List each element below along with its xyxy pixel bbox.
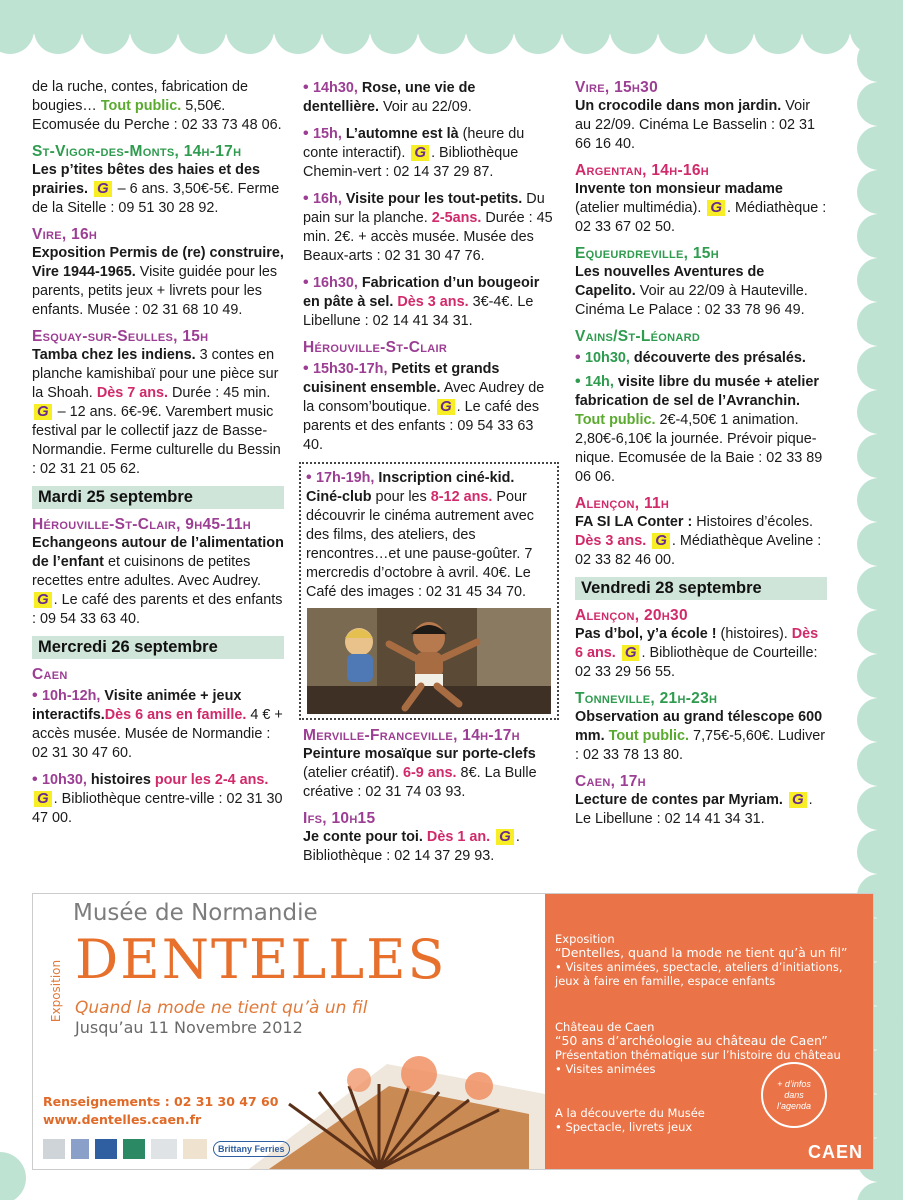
event-automne: • 15h, L’automne est là (heure du conte interactif). G . Bibliothèque Chemin-vert : 02 14 37 29 87. bbox=[303, 125, 525, 180]
cine-kid-box bbox=[299, 462, 559, 720]
event-alencon-fasila: Alençon, 11h FA SI LA Conter : Histoires d’écoles. Dès 3 ans. G . Médiathèque Aveline : 02 33 82 46 00. bbox=[575, 494, 827, 570]
event-title: histoires bbox=[86, 772, 151, 788]
age-tag: 6-9 ans. bbox=[398, 765, 457, 781]
event-vire-crocodile: Vire, 15h30 Un crocodile dans mon jardin. Voir au 22/09. Cinéma Le Basselin : 02 31 66 16 40. bbox=[575, 78, 827, 154]
g-badge: G bbox=[622, 645, 640, 661]
place-heading: Merville-Franceville, 14h-17h bbox=[303, 727, 520, 744]
animated-kids-image bbox=[307, 608, 551, 714]
event-tonneville: Tonneville, 21h-23h Observation au grand télescope 600 mm. Tout public. 7,75€-5,60€. Ludiver : 02 33 78 13 80. bbox=[575, 690, 826, 763]
g-badge: G bbox=[496, 829, 514, 845]
audience-tag: Tout public. bbox=[575, 412, 656, 428]
g-badge: G bbox=[789, 792, 807, 808]
g-badge: G bbox=[34, 592, 52, 608]
event-title: Pas d’bol, y’a école ! bbox=[575, 626, 717, 642]
event-title: Tamba chez les indiens. bbox=[32, 347, 196, 363]
event-title: Fabrication d’un bougeoir en pâte à sel. bbox=[303, 275, 540, 310]
place-heading: Esquay-sur-Seulles, 15h bbox=[32, 328, 209, 345]
event-tout-petits: • 16h, Visite pour les tout-petits. Du pain sur la planche. 2-5ans. Durée : 45 min. 2€. + accès musée. Musée des Beaux-arts : 02 31 30 47 76. bbox=[303, 190, 553, 264]
expo-dates: Jusqu’au 11 Novembre 2012 bbox=[75, 1018, 303, 1037]
caen-logo: CAEN bbox=[807, 1142, 863, 1162]
age-tag: Dès 6 ans en famille. bbox=[104, 707, 247, 723]
event-musee-sel: • 14h, visite libre du musée + atelier fabrication de sel de l’Avranchin. Tout public. 2€-4,50€ 1 animation. 2,80€-6,10€ la journée. Prévoir pique-nique. Ecomusée de la Baie : 02 33 89 06 06. bbox=[575, 373, 823, 485]
g-badge: G bbox=[707, 200, 725, 216]
partner-logo bbox=[95, 1139, 117, 1159]
place-heading: Equeurdreville, 15h bbox=[575, 245, 719, 262]
event-title: Inscription ciné-kid. Ciné-club bbox=[306, 470, 515, 505]
brittany-ferries-logo: Brittany Ferries bbox=[213, 1141, 290, 1157]
place-vains bbox=[575, 327, 827, 346]
event-title: Lecture de contes par Myriam. bbox=[575, 792, 783, 808]
g-badge: G bbox=[94, 181, 112, 197]
event-title: L’automne est là bbox=[341, 126, 459, 142]
event-title: Exposition Permis de (re) construire, Vire 1944-1965. bbox=[32, 245, 284, 280]
event-ifs: Ifs, 10h15 Je conte pour toi. Dès 1 an. G . Bibliothèque : 02 14 37 29 93. bbox=[303, 809, 555, 866]
place-heading: Vire, 16h bbox=[32, 226, 98, 243]
g-badge: G bbox=[34, 791, 52, 807]
event-alencon-ecole: Alençon, 20h30 Pas d’bol, y’a école ! (histoires). Dès 6 ans. G . Bibliothèque de Courteille: 02 33 29 56 55. bbox=[575, 606, 827, 682]
age-tag: Dès 6 ans. bbox=[575, 626, 819, 661]
age-tag: Dès 7 ans. bbox=[96, 385, 169, 401]
age-tag: Dès 1 an. bbox=[422, 829, 491, 845]
event-title: Je conte pour toi. bbox=[303, 829, 423, 845]
event-merville: Merville-Franceville, 14h-17h Peinture mosaïque sur porte-clefs (atelier créatif). 6-9 ans. 8€. La Bulle créative : 02 31 74 03 93. bbox=[303, 726, 555, 802]
dentelles-advertisement[interactable] bbox=[32, 893, 874, 1170]
event-title: Invente ton monsieur madame bbox=[575, 181, 783, 197]
expo-vertical-label: Exposition bbox=[49, 959, 64, 1023]
ad-left-panel bbox=[33, 894, 545, 1169]
event-title: Observation au grand télescope 600 mm. bbox=[575, 709, 823, 744]
event-caen-contes: Caen, 17h Lecture de contes par Myriam. G . Le Libellune : 02 14 41 34 31. bbox=[575, 772, 827, 829]
g-badge: G bbox=[437, 399, 455, 415]
event-ruche: de la ruche, contes, fabrication de bougies… Tout public. 5,50€. Ecomusée du Perche : 02 33 73 48 06. bbox=[32, 79, 282, 133]
audience-tag: Tout public. bbox=[604, 728, 690, 744]
event-title: Peinture mosaïque sur porte-clefs bbox=[303, 746, 536, 762]
day-header-mercredi: Mercredi 26 septembre bbox=[32, 636, 284, 659]
info-phone: Renseignements : 02 31 30 47 60 bbox=[43, 1094, 279, 1109]
place-herouville bbox=[303, 338, 555, 357]
event-title: Echangeons autour de l’alimentation de l’enfant bbox=[32, 535, 284, 570]
event-title: Les p’tites bêtes des haies et des prairies. bbox=[32, 162, 260, 197]
partner-logos bbox=[43, 1136, 293, 1162]
info-website[interactable]: www.dentelles.caen.fr bbox=[43, 1112, 202, 1127]
scalloped-top-border bbox=[0, 0, 903, 62]
event-title: visite libre du musée + atelier fabrication de sel de l’Avranchin. bbox=[575, 374, 820, 409]
event-title: Visite animée + jeux interactifs. bbox=[32, 688, 242, 723]
event-title: Rose, une vie de dentellière. bbox=[303, 80, 476, 115]
place-heading: Vains/St-Léonard bbox=[575, 328, 701, 345]
column-1 bbox=[32, 78, 284, 835]
musee-block: A la découverte du Musée • Spectacle, livrets jeux bbox=[555, 1106, 705, 1134]
event-title: Petits et grands cuisinent ensemble. bbox=[303, 361, 500, 396]
event-argentan: Argentan, 14h-16h Invente ton monsieur madame (atelier multimédia). G . Médiathèque : 02 33 67 02 50. bbox=[575, 162, 827, 235]
event-title: Un crocodile dans mon jardin. bbox=[575, 98, 782, 114]
event-title: Les nouvelles Aventures de Capelito. bbox=[575, 264, 765, 299]
event-caen-histoires: • 10h30, histoires pour les 2-4 ans. G . Bibliothèque centre-ville : 02 31 30 47 00. bbox=[32, 771, 283, 826]
more-info-stamp: + d’infos dans l’agenda bbox=[761, 1062, 827, 1128]
event-bougeoir: • 16h30, Fabrication d’un bougeoir en pâte à sel. Dès 3 ans. 3€-4€. Le Libellune : 02 14 41 34 31. bbox=[303, 274, 540, 329]
place-heading: Alençon, 11h bbox=[575, 495, 670, 512]
scalloped-left-corner bbox=[0, 1148, 28, 1200]
place-heading: Vire, 15h30 bbox=[575, 79, 659, 96]
g-badge: G bbox=[34, 404, 52, 420]
event-vire: Vire, 16h Exposition Permis de (re) construire, Vire 1944-1965. Visite guidée pour les parents, petits jeux + livrets pour les enfants. Musée : 02 31 68 10 49. bbox=[32, 226, 284, 318]
event-title: Visite pour les tout-petits. bbox=[341, 191, 523, 207]
event-pres-sales: • 10h30, découverte des présalés. bbox=[575, 349, 806, 366]
place-heading: Caen, 17h bbox=[575, 773, 646, 790]
place-heading: Alençon, 20h30 bbox=[575, 607, 688, 624]
partner-logo bbox=[123, 1139, 145, 1159]
dentelles-subtitle: Quand la mode ne tient qu’à un fil bbox=[75, 998, 368, 1018]
event-esquay: Esquay-sur-Seulles, 15h Tamba chez les indiens. 3 contes en planche kamishibaï pour une pièce sur la Shoah. Dès 7 ans. Durée : 45 min. G – 12 ans. 6€-9€. Varembert music festival par le collectif jazz de Basse-Normandie. Ferme culturelle du Bessin : 02 31 21 05 62. bbox=[32, 327, 284, 479]
age-tag: Dès 3 ans. bbox=[393, 294, 469, 310]
day-header-mardi: Mardi 25 septembre bbox=[32, 486, 284, 509]
event-st-vigor: St-Vigor-des-Monts, 14h-17h Les p’tites bêtes des haies et des prairies. G – 6 ans. 3,50€-5€. Ferme de la Sitelle : 09 51 30 28 92. bbox=[32, 142, 284, 218]
chateau-block: Château de Caen “50 ans d’archéologie au château de Caen” Présentation thématique sur l’histoire du château • Visites animées bbox=[555, 1020, 841, 1076]
museum-name: Musée de Normandie bbox=[73, 900, 318, 926]
partner-logo bbox=[71, 1139, 89, 1159]
event-title: découverte des présalés. bbox=[629, 350, 806, 366]
event-title: FA SI LA Conter : bbox=[575, 514, 693, 530]
event-equeurdreville: Equeurdreville, 15h Les nouvelles Aventures de Capelito. Voir au 22/09 à Hauteville. Cinéma Le Palace : 02 33 78 96 49. bbox=[575, 244, 827, 320]
age-tag: 2-5ans. bbox=[427, 210, 482, 226]
partner-logo bbox=[43, 1139, 65, 1159]
partner-logo bbox=[151, 1139, 177, 1159]
place-heading: Caen bbox=[32, 666, 68, 683]
cinema-illustration bbox=[307, 608, 551, 714]
place-heading: Hérouville-St-Clair, 9h45-11h bbox=[32, 516, 251, 533]
partner-logo bbox=[183, 1139, 207, 1159]
ad-right-panel bbox=[545, 894, 873, 1169]
column-3 bbox=[575, 78, 827, 836]
expo-block: Exposition “Dentelles, quand la mode ne tient qu’à un fil” • Visites animées, spectacle, ateliers d’initiations, jeux à faire en famille, espace enfants bbox=[555, 932, 848, 988]
age-tag: 8-12 ans. bbox=[426, 489, 493, 505]
event-rose: • 14h30, Rose, une vie de dentellière. Voir au 22/09. bbox=[303, 79, 476, 115]
audience-tag: Tout public. bbox=[100, 98, 182, 114]
event-caen-visite: • 10h-12h, Visite animée + jeux interactifs.Dès 6 ans en famille. 4 € + accès musée. Musée de Normandie : 02 31 30 47 60. bbox=[32, 687, 283, 761]
age-tag: pour les 2-4 ans. bbox=[150, 772, 269, 788]
event-cuisinent: • 15h30-17h, Petits et grands cuisinent ensemble. Avec Audrey de la consom’boutique. G . Le café des parents et des enfants : 09 54 33 63 40. bbox=[303, 360, 545, 453]
place-caen bbox=[32, 665, 284, 684]
place-heading: St-Vigor-des-Monts, 14h-17h bbox=[32, 143, 242, 160]
age-tag: Dès 3 ans. bbox=[575, 533, 647, 549]
place-heading: Ifs, 10h15 bbox=[303, 810, 376, 827]
g-badge: G bbox=[652, 533, 670, 549]
event-herouville: Hérouville-St-Clair, 9h45-11h Echangeons autour de l’alimentation de l’enfant et cuisinons de petites recettes entre adultes. Avec Audrey. G . Le café des parents et des enfants : 09 54 33 63 40. bbox=[32, 516, 284, 627]
place-heading: Argentan, 14h-16h bbox=[575, 162, 710, 179]
day-header-vendredi: Vendredi 28 septembre bbox=[575, 577, 827, 600]
place-heading: Tonneville, 21h-23h bbox=[575, 690, 718, 707]
place-heading: Hérouville-St-Clair bbox=[303, 339, 448, 356]
g-badge: G bbox=[411, 145, 429, 161]
dentelles-title: DENTELLES bbox=[75, 928, 447, 991]
column-2 bbox=[303, 78, 555, 873]
event-cine-kid: • 17h-19h, Inscription ciné-kid. Ciné-club pour les 8-12 ans. Pour découvrir le cinéma autrement avec des films, des ateliers, des rencontres…et une pause-goûter. 7 mercredis d’octobre à avril. 40€. Le Café des images : 02 31 45 34 70. bbox=[306, 469, 534, 600]
